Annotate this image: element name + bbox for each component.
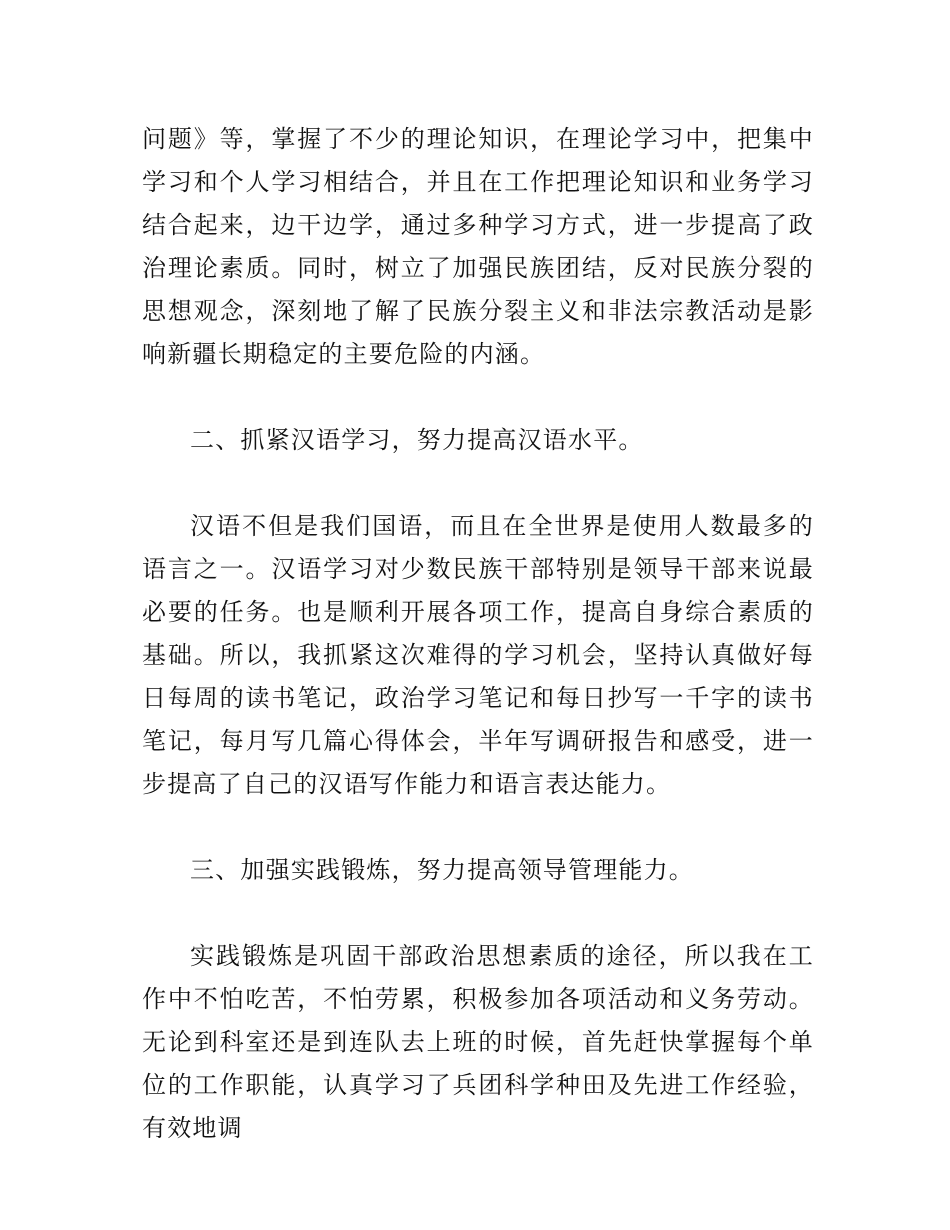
paragraph-spacer (142, 892, 814, 935)
paragraph-spacer (142, 806, 814, 849)
paragraph-spacer (142, 462, 814, 505)
body-paragraph-2: 汉语不但是我们国语，而且在全世界是使用人数最多的语言之一。汉语学习对少数民族干部特别是领导干部来说最必要的任务。也是顺利开展各项工作，提高自身综合素质的基础。所以，我抓紧这次难得的学习机会，坚持认真做好每日每周的读书笔记，政治学习笔记和每日抄写一千字的读书笔记，每月写几篇心得体会，半年写调研报告和感受，进一步提高了自己的汉语写作能力和语言表达能力。 (142, 512, 814, 798)
section-heading-3: 三、加强实践锻炼，努力提高领导管理能力。 (190, 856, 694, 884)
document-page (142, 118, 814, 1150)
body-paragraph-3: 实践锻炼是巩固干部政治思想素质的途径，所以我在工作中不怕吃苦，不怕劳累，积极参加各项活动和义务劳动。无论到科室还是到连队去上班的时候，首先赶快掌握每个单位的工作职能，认真学习了兵团科学种田及先进工作经验，有效地调 (142, 942, 814, 1142)
section-heading-2: 二、抓紧汉语学习，努力提高汉语水平。 (190, 426, 644, 454)
paragraph-spacer (142, 376, 814, 419)
body-paragraph-1: 问题》等，掌握了不少的理论知识，在理论学习中，把集中学习和个人学习相结合，并且在工作把理论知识和业务学习结合起来，边干边学，通过多种学习方式，进一步提高了政治理论素质。同时，树立了加强民族团结，反对民族分裂的思想观念，深刻地了解了民族分裂主义和非法宗教活动是影响新疆长期稳定的主要危险的内涵。 (142, 125, 814, 368)
